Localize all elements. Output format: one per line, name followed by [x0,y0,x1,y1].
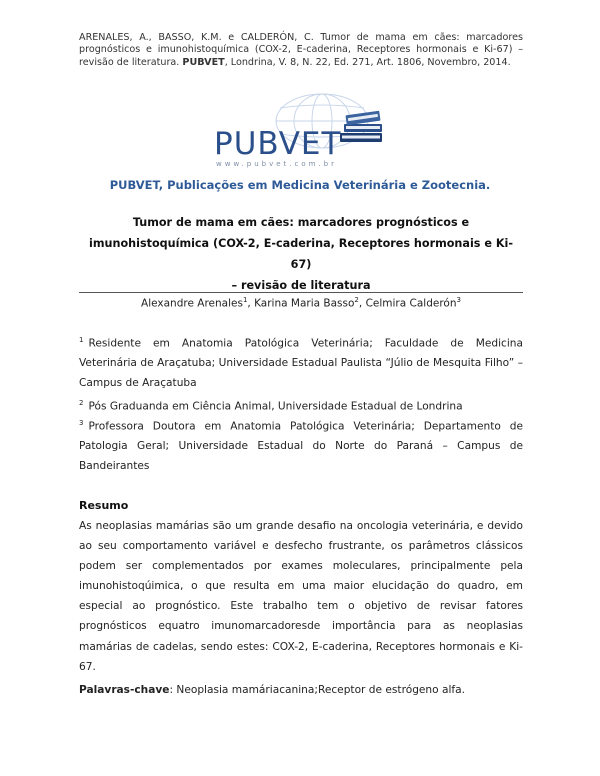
books-icon [340,111,382,142]
keywords [79,680,523,700]
logo-wordmark: PUBVET [214,126,342,162]
author-name: Alexandre Arenales [141,297,243,310]
logo-url: www.pubvet.com.br [216,160,337,168]
abstract-heading: Resumo [79,499,129,512]
title-line-1: Tumor de mama em cães: marcadores prognósticos e [132,216,470,229]
author-sup: 3 [456,296,461,304]
affiliation-number: 1 [79,336,84,344]
affiliation-text: Residente em Anatomia Patológica Veterinária; Faculdade de Medicina Veterinária de Araçatuba; Universidade Estadual Paulista “Júlio de Mesquita Filho” – Campus de Araçatuba [79,337,523,389]
author-name: Karina Maria Basso [254,297,355,310]
title-line-2: imunohistoquímica (COX-2, E-caderina, Receptores hormonais e Ki-67) [89,237,513,271]
citation-header [79,32,523,69]
author-name: Celmira Calderón [365,297,457,310]
journal-name: PUBVET, Publicações em Medicina Veterinária e Zootecnia. [109,178,491,192]
pubvet-logo [212,91,388,171]
affiliation-3 [79,414,523,476]
affiliation-number: 2 [79,399,84,407]
affiliation-text: Professora Doutora em Anatomia Patológica Veterinária; Departamento de Patologia Geral; Universidade Estadual do Norte do Paraná – Campus de Bandeirantes [79,420,523,472]
article-title [79,212,523,296]
affiliation-text: Pós Graduanda em Ciência Animal, Universidade Estadual de Londrina [88,400,463,413]
title-divider [79,292,523,293]
author-sup: 2 [354,296,359,304]
keywords-text: : Neoplasia mamáriacanina;Receptor de estrógeno alfa. [169,684,466,696]
affiliation-number: 3 [79,419,84,427]
citation-journal: PUBVET [182,56,225,68]
affiliation-1 [79,331,523,393]
citation-details: , Londrina, V. 8, N. 22, Ed. 271, Art. 1806, Novembro, 2014. [224,56,511,68]
title-line-3: – revisão de literatura [231,279,371,292]
author-list: Alexandre Arenales$^1$, Karina Maria Basso$^2$, Celmira Calderón$^3$ [141,296,461,310]
keywords-label: Palavras-chave [79,684,170,696]
author-sup: 1 [242,296,248,304]
citation-text: ARENALES, A., BASSO, K.M. e CALDERÓN, C. Tumor de mama em cães: marcadores prognósticos e imunohistoquímica (COX-2, E-caderina, Receptores hormonais e Ki-67) – revisão de literatura. [79,32,523,68]
abstract-body: As neoplasias mamárias são um grande desafio na oncologia veterinária, e devido ao seu comportamento variável e desfecho frustrante, os parâmetros clássicos podem ser complementados por exames moleculares, principalmente pela imunohistoqúimica, o que resulta em uma maior elucidação do quadro, em especial ao prognóstico. Este trabalho tem o objetivo de revisar fatores prognósticos equatro imunomarcadoresde importância para as neoplasias mamárias de cadelas, sendo estes: COX-2, E-caderina, Receptores hormonais e Ki-67. [79,520,523,673]
